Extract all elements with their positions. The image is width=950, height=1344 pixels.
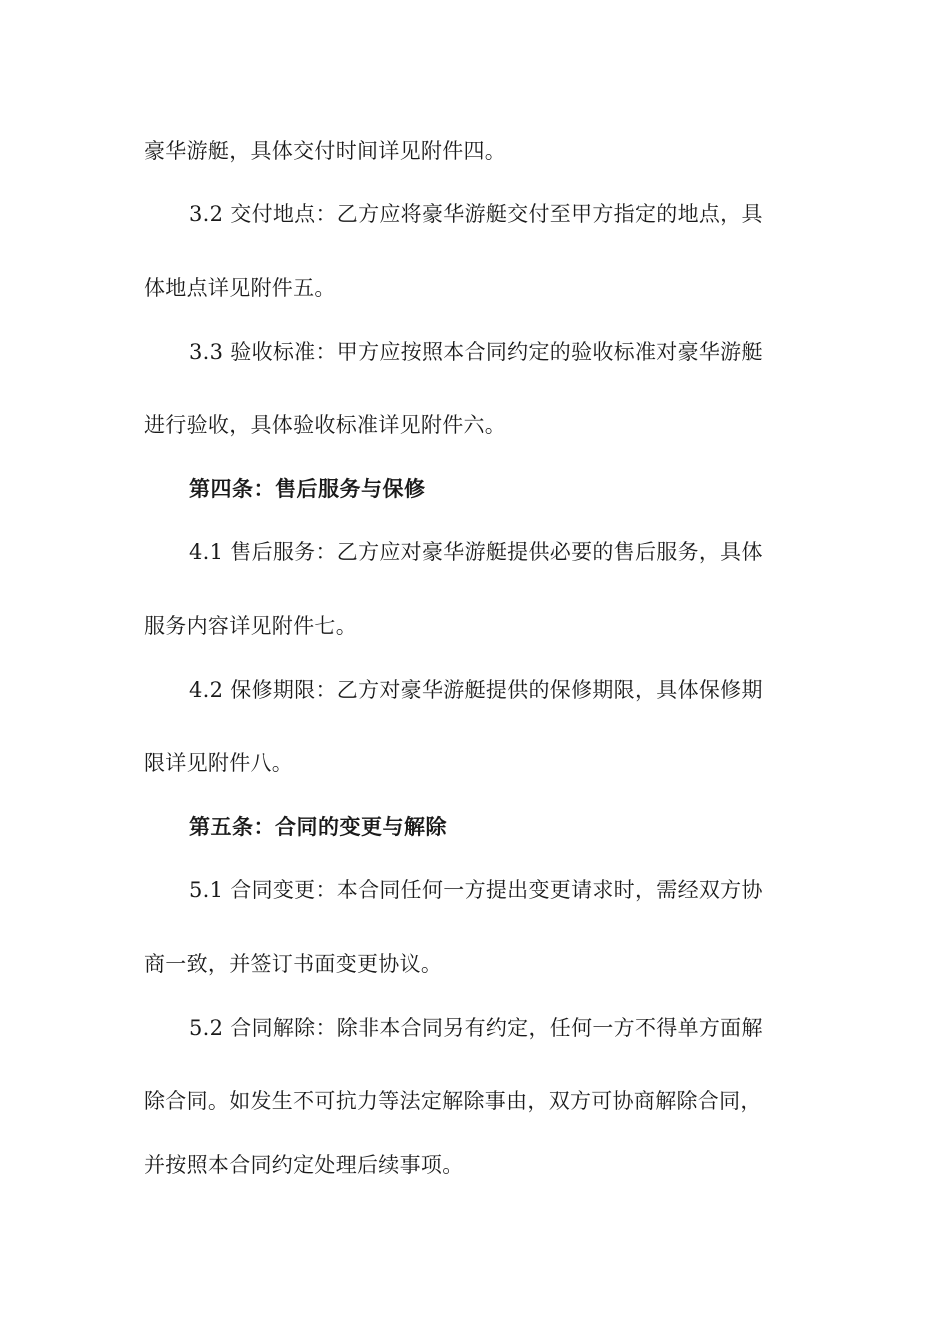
paragraph-line: 并按照本合同约定处理后续事项。 bbox=[144, 1153, 464, 1177]
clause-4-1-line: 4.1 售后服务：乙方应对豪华游艇提供必要的售后服务，具体 bbox=[189, 540, 763, 564]
section-heading-article-4: 第四条：售后服务与保修 bbox=[189, 477, 426, 501]
clause-3-3-line: 3.3 验收标准：甲方应按照本合同约定的验收标准对豪华游艇 bbox=[189, 340, 763, 364]
clause-5-1-line: 5.1 合同变更：本合同任何一方提出变更请求时，需经双方协 bbox=[189, 878, 763, 902]
paragraph-line: 体地点详见附件五。 bbox=[144, 276, 336, 300]
paragraph-line: 除合同。如发生不可抗力等法定解除事由，双方可协商解除合同， bbox=[144, 1089, 762, 1113]
clause-4-2-line: 4.2 保修期限：乙方对豪华游艇提供的保修期限，具体保修期 bbox=[189, 678, 763, 702]
paragraph-line: 豪华游艇，具体交付时间详见附件四。 bbox=[144, 139, 507, 163]
clause-3-2-line: 3.2 交付地点：乙方应将豪华游艇交付至甲方指定的地点，具 bbox=[189, 202, 763, 226]
paragraph-line: 限详见附件八。 bbox=[144, 751, 294, 775]
paragraph-line: 服务内容详见附件七。 bbox=[144, 614, 357, 638]
paragraph-line: 商一致，并签订书面变更协议。 bbox=[144, 952, 443, 976]
section-heading-article-5: 第五条：合同的变更与解除 bbox=[189, 815, 447, 839]
clause-5-2-line: 5.2 合同解除：除非本合同另有约定，任何一方不得单方面解 bbox=[189, 1016, 763, 1040]
paragraph-line: 进行验收，具体验收标准详见附件六。 bbox=[144, 413, 507, 437]
